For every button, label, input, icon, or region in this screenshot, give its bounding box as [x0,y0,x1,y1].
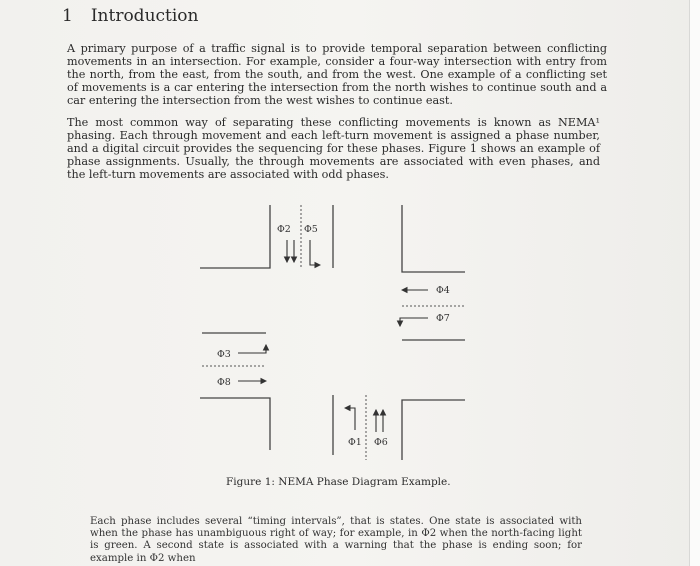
label-phi3: Φ3 [217,349,231,360]
label-phi1: Φ1 [348,437,362,448]
paragraph-2: The most common way of separating these conflicting movements is known as NEMA¹ phasing. Each through movement and each left-turn movement is assigned a phase number, and a digital circuit provides the sequencing for these phases. Figure 1 shows an example of phase assignments. Usually, the through movements are associated with even phases, and the left-turn movements are associated with odd phases. [67,116,600,181]
arrow-phi1 [345,408,355,430]
arrow-phi3 [238,345,266,353]
curb-north-left [200,205,270,268]
label-phi7: Φ7 [436,313,450,324]
curb-northeast [402,205,465,272]
curb-southeast [402,400,465,460]
label-phi5: Φ5 [304,224,318,235]
arrow-phi7 [400,318,428,326]
paragraph-3: Each phase includes several “timing intervals”, that is states. One state is associated with when the phase has unambiguous right of way; for example, in Φ2 when the north-facing light is green. A second state is associated with a warning that the phase is ending soon; for example in Φ2 when [90,516,582,564]
paragraph-1: A primary purpose of a traffic signal is to provide temporal separation between conflicting movements in an intersection. For example, consider a four-way intersection with entry from the north, from the east, from the south, and from the west. One example of a conflicting set of movements is a car entering the intersection from the north wishes to continue south and a car entering the intersection from the west wishes to continue east. [67,42,607,107]
label-phi2: Φ2 [277,224,291,235]
curb-southwest [200,398,270,450]
section-title: Introduction [90,6,199,26]
page-edge [689,0,700,566]
label-phi6: Φ6 [374,437,388,448]
arrow-phi5 [310,240,320,265]
label-phi4: Φ4 [436,285,450,296]
label-phi8: Φ8 [217,377,231,388]
figure-caption: Figure 1: NEMA Phase Diagram Example. [226,476,451,488]
section-number: 1 [62,6,73,26]
